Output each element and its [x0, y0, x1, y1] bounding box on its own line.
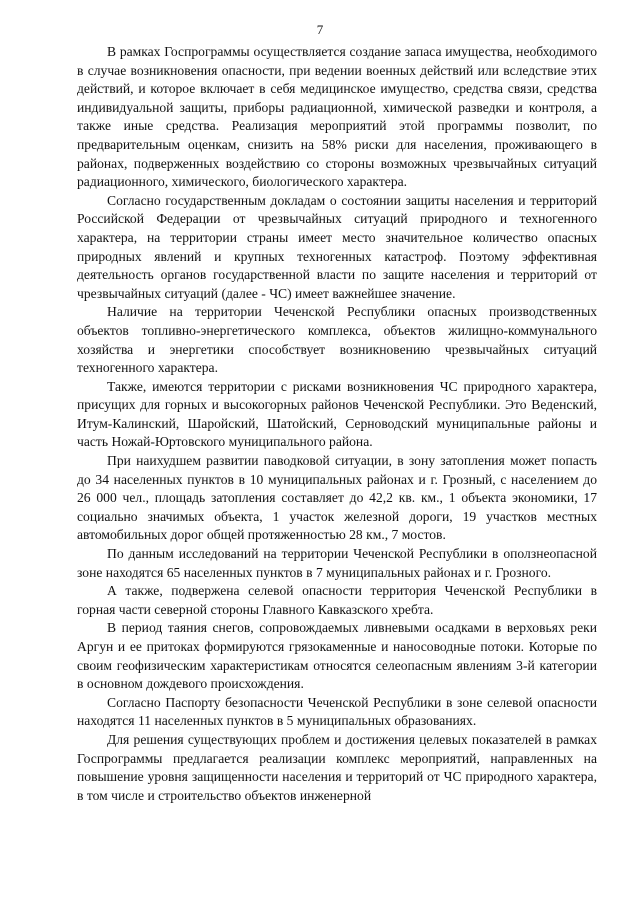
paragraph-6: По данным исследований на территории Чеченской Республики в оползнеопасной зоне находятся 65 населенных пунктов в 7 муниципальных районах и г. Грозного.: [77, 546, 597, 580]
page-number: 7: [316, 22, 324, 37]
paragraph-1: В рамках Госпрограммы осуществляется создание запаса имущества, необходимого в случае возникновения опасности, при ведении военных действий или вследствие этих действий, и которое включает в себя медицинское имущество, средства связи, средства индивидуальной защиты, приборы радиационной, химической разведки и контроля, а также иные средства. Реализация мероприятий этой программы позволит, по предварительным оценкам, снизить на 58% риски для населения, проживающего в районах, подверженных воздействию со стороны возможных чрезвычайных ситуаций радиационного, химического, биологического характера.: [77, 44, 597, 190]
paragraph-9: Согласно Паспорту безопасности Чеченской Республики в зоне селевой опасности находятся 11 населенных пунктов в 5 муниципальных образованиях.: [77, 694, 597, 729]
paragraph-5: При наихудшем развитии паводковой ситуации, в зону затопления может попасть до 34 населенных пунктов в 10 муниципальных районах и г. Грозный, с населением до 26 000 чел., площадь затопления составляет до 42,2 кв. км., 1 объекта экономики, 17 социально значимых объекта, 1 участок железной дороги, 19 участков местных автомобильных дорог общей протяженностью 28 км., 7 мостов.: [77, 453, 597, 543]
paragraph-2: Согласно государственным докладам о состоянии защиты населения и территорий Российской Федерации от чрезвычайных ситуаций природного и техногенного характера, на территории страны имеет место значительное количество опасных природных явлений и крупных техногенных катастроф. Поэтому эффективная деятельность органов государственной власти по защите населения и территорий от чрезвычайных ситуаций (далее - ЧС) имеет важнейшее значение.: [77, 192, 597, 301]
paragraph-8: В период таяния снегов, сопровождаемых ливневыми осадками в верховьях реки Аргун и ее притоках формируются грязокаменные и наносоводные потоки. Которые по своим геофизическим характеристикам относятся селеопасным явлениям 3-й категории в основном дождевого происхождения.: [77, 620, 597, 692]
paragraph-3: Наличие на территории Чеченской Республики опасных производственных объектов топливно-энергетического комплекса, объектов жилищно-коммунального хозяйства и энергетики способствует возникновению чрезвычайных ситуаций техногенного характера.: [77, 304, 597, 376]
paragraph-4: Также, имеются территории с рисками возникновения ЧС природного характера, присущих для горных и высокогорных районов Чеченской Республики. Это Веденский, Итум-Калинский, Шаройский, Шатойский, Серноводский муниципальные районы и часть Ножай-Юртовского муниципального района.: [77, 378, 597, 450]
body-text: [77, 43, 597, 805]
paragraph-10: Для решения существующих проблем и достижения целевых показателей в рамках Госпрограммы предлагается реализации комплекс мероприятий, направленных на повышение уровня защищенности населения и территорий от ЧС природного характера, в том числе и строительство объектов инженерной: [77, 731, 597, 803]
paragraph-7: А также, подвержена селевой опасности территория Чеченской Республики в горная части северной стороны Главного Кавказского хребта.: [77, 583, 597, 617]
